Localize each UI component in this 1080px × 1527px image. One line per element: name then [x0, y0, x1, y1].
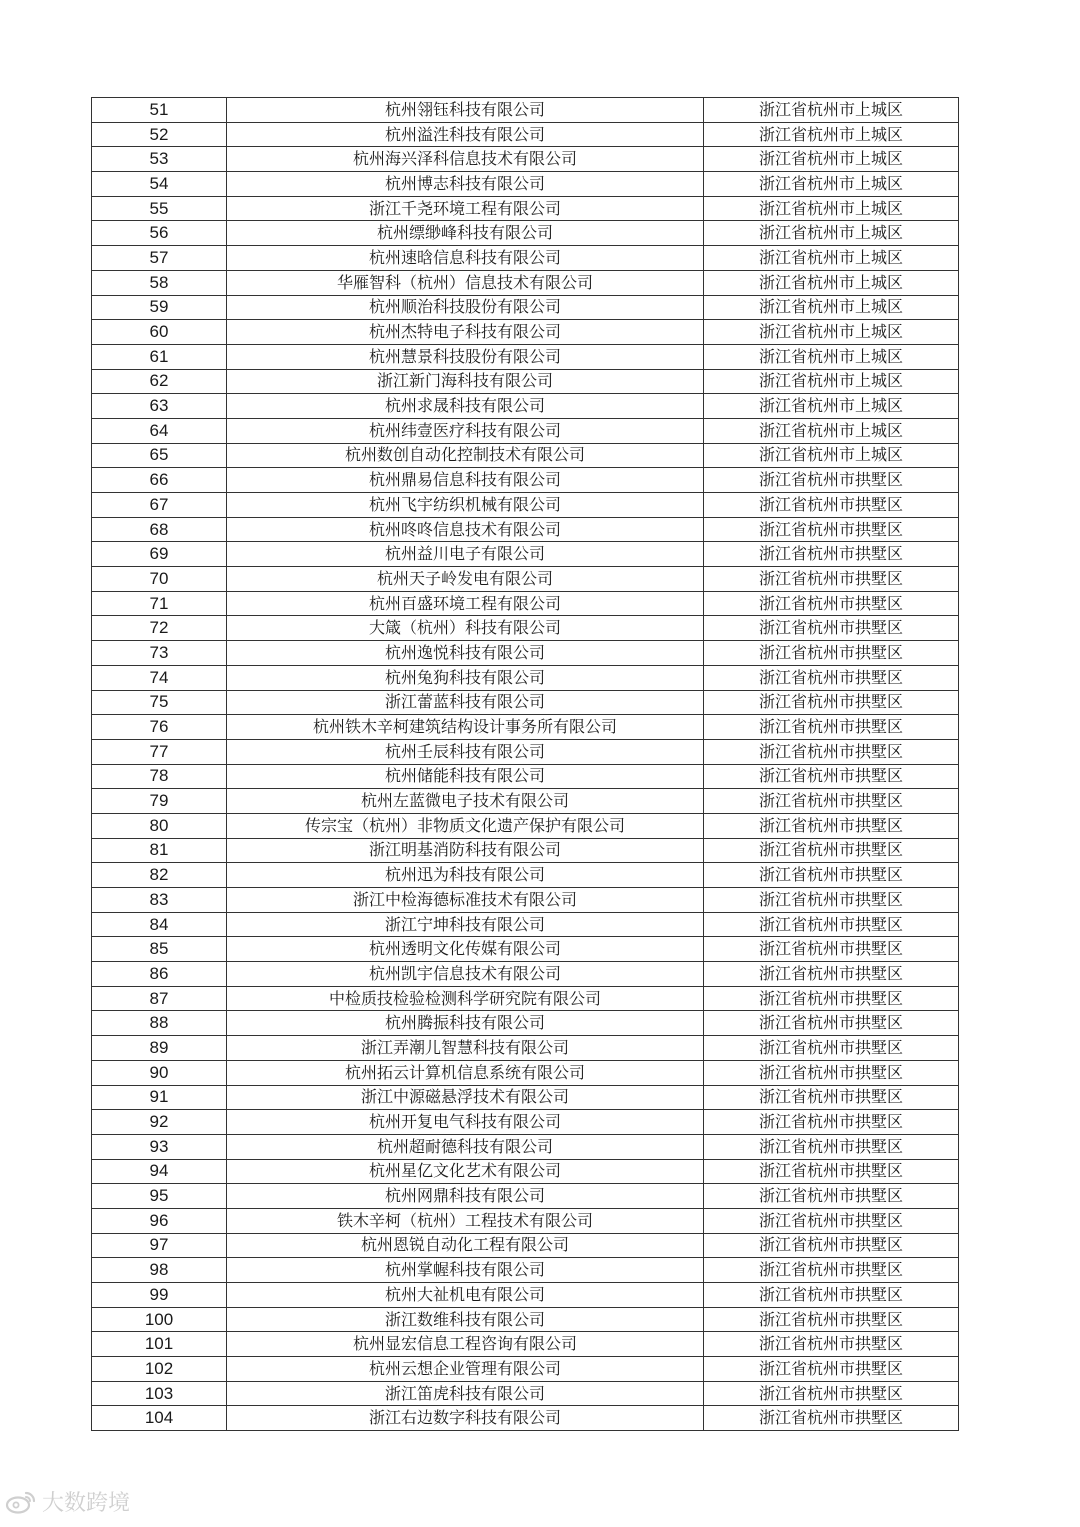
row-number: 104	[92, 1406, 227, 1431]
table-row	[92, 1332, 959, 1357]
table-row	[92, 1184, 959, 1209]
company-region: 浙江省杭州市拱墅区	[704, 1381, 959, 1406]
table-row	[92, 369, 959, 394]
company-region: 浙江省杭州市上城区	[704, 418, 959, 443]
table-row	[92, 270, 959, 295]
row-number: 81	[92, 838, 227, 863]
company-name: 杭州速晗信息科技有限公司	[227, 246, 704, 271]
company-name: 杭州益川电子有限公司	[227, 542, 704, 567]
company-region: 浙江省杭州市拱墅区	[704, 616, 959, 641]
company-name: 杭州开复电气科技有限公司	[227, 1110, 704, 1135]
company-region: 浙江省杭州市上城区	[704, 147, 959, 172]
table-row	[92, 344, 959, 369]
company-name: 杭州迅为科技有限公司	[227, 863, 704, 888]
company-region: 浙江省杭州市上城区	[704, 394, 959, 419]
table-row	[92, 1159, 959, 1184]
table-row	[92, 394, 959, 419]
row-number: 82	[92, 863, 227, 888]
company-region: 浙江省杭州市上城区	[704, 369, 959, 394]
table-row	[92, 739, 959, 764]
table-row	[92, 246, 959, 271]
row-number: 88	[92, 1011, 227, 1036]
table-body	[92, 98, 959, 1431]
company-region: 浙江省杭州市上城区	[704, 98, 959, 123]
company-region: 浙江省杭州市拱墅区	[704, 591, 959, 616]
table-row	[92, 196, 959, 221]
row-number: 79	[92, 789, 227, 814]
company-region: 浙江省杭州市拱墅区	[704, 1060, 959, 1085]
company-region: 浙江省杭州市上城区	[704, 122, 959, 147]
company-region: 浙江省杭州市拱墅区	[704, 1283, 959, 1308]
company-name: 浙江千尧环境工程有限公司	[227, 196, 704, 221]
row-number: 101	[92, 1332, 227, 1357]
row-number: 90	[92, 1060, 227, 1085]
company-region: 浙江省杭州市拱墅区	[704, 912, 959, 937]
row-number: 55	[92, 196, 227, 221]
row-number: 52	[92, 122, 227, 147]
company-region: 浙江省杭州市拱墅区	[704, 1085, 959, 1110]
row-number: 73	[92, 641, 227, 666]
table-row	[92, 690, 959, 715]
row-number: 84	[92, 912, 227, 937]
row-number: 100	[92, 1307, 227, 1332]
row-number: 86	[92, 962, 227, 987]
table-row	[92, 764, 959, 789]
table-row	[92, 418, 959, 443]
company-region: 浙江省杭州市拱墅区	[704, 1258, 959, 1283]
company-name: 杭州杰特电子科技有限公司	[227, 320, 704, 345]
watermark-text: 大数跨境	[42, 1491, 131, 1516]
table-row	[92, 468, 959, 493]
company-name: 杭州大祉机电有限公司	[227, 1283, 704, 1308]
company-region: 浙江省杭州市拱墅区	[704, 1307, 959, 1332]
company-name: 杭州顺治科技股份有限公司	[227, 295, 704, 320]
table-row	[92, 616, 959, 641]
row-number: 89	[92, 1036, 227, 1061]
company-name: 杭州慧景科技股份有限公司	[227, 344, 704, 369]
table-row	[92, 888, 959, 913]
table-row	[92, 789, 959, 814]
table-row	[92, 912, 959, 937]
table-row	[92, 1283, 959, 1308]
table-row	[92, 517, 959, 542]
table-row	[92, 493, 959, 518]
table-row	[92, 1110, 959, 1135]
company-region: 浙江省杭州市上城区	[704, 196, 959, 221]
company-name: 浙江蕾蓝科技有限公司	[227, 690, 704, 715]
table-row	[92, 715, 959, 740]
row-number: 87	[92, 986, 227, 1011]
weibo-logo-icon	[4, 1489, 38, 1515]
table-row	[92, 1258, 959, 1283]
company-name: 中检质技检验检测科学研究院有限公司	[227, 986, 704, 1011]
row-number: 97	[92, 1233, 227, 1258]
row-number: 74	[92, 665, 227, 690]
company-name: 浙江弄潮儿智慧科技有限公司	[227, 1036, 704, 1061]
company-name: 杭州溢泩科技有限公司	[227, 122, 704, 147]
company-name: 杭州百盛环境工程有限公司	[227, 591, 704, 616]
company-name: 杭州显宏信息工程咨询有限公司	[227, 1332, 704, 1357]
company-region: 浙江省杭州市拱墅区	[704, 493, 959, 518]
company-region: 浙江省杭州市拱墅区	[704, 567, 959, 592]
company-region: 浙江省杭州市上城区	[704, 246, 959, 271]
table-row	[92, 838, 959, 863]
company-name: 杭州超耐德科技有限公司	[227, 1134, 704, 1159]
row-number: 75	[92, 690, 227, 715]
company-name: 杭州海兴泽科信息技术有限公司	[227, 147, 704, 172]
row-number: 68	[92, 517, 227, 542]
company-name: 杭州凯宇信息技术有限公司	[227, 962, 704, 987]
company-name: 浙江中检海德标准技术有限公司	[227, 888, 704, 913]
company-region: 浙江省杭州市拱墅区	[704, 690, 959, 715]
row-number: 57	[92, 246, 227, 271]
company-region: 浙江省杭州市拱墅区	[704, 1357, 959, 1382]
table-row	[92, 813, 959, 838]
row-number: 78	[92, 764, 227, 789]
table-row	[92, 591, 959, 616]
company-region: 浙江省杭州市拱墅区	[704, 1332, 959, 1357]
row-number: 103	[92, 1381, 227, 1406]
company-region: 浙江省杭州市拱墅区	[704, 468, 959, 493]
row-number: 56	[92, 221, 227, 246]
company-region: 浙江省杭州市拱墅区	[704, 739, 959, 764]
row-number: 91	[92, 1085, 227, 1110]
table-row	[92, 1011, 959, 1036]
row-number: 85	[92, 937, 227, 962]
company-region: 浙江省杭州市拱墅区	[704, 641, 959, 666]
company-region: 浙江省杭州市拱墅区	[704, 1110, 959, 1135]
row-number: 63	[92, 394, 227, 419]
table-row	[92, 1060, 959, 1085]
row-number: 70	[92, 567, 227, 592]
company-name: 杭州鼎易信息科技有限公司	[227, 468, 704, 493]
company-region: 浙江省杭州市拱墅区	[704, 517, 959, 542]
row-number: 58	[92, 270, 227, 295]
table-row	[92, 937, 959, 962]
row-number: 80	[92, 813, 227, 838]
row-number: 61	[92, 344, 227, 369]
row-number: 59	[92, 295, 227, 320]
table-row	[92, 1085, 959, 1110]
table-row	[92, 1381, 959, 1406]
company-name: 杭州恩锐自动化工程有限公司	[227, 1233, 704, 1258]
table-row	[92, 542, 959, 567]
company-region: 浙江省杭州市拱墅区	[704, 764, 959, 789]
table-row	[92, 1036, 959, 1061]
table-row	[92, 122, 959, 147]
row-number: 96	[92, 1208, 227, 1233]
company-name: 杭州飞宇纺织机械有限公司	[227, 493, 704, 518]
table-row	[92, 986, 959, 1011]
company-region: 浙江省杭州市拱墅区	[704, 665, 959, 690]
table-row	[92, 863, 959, 888]
watermark	[4, 1486, 130, 1517]
table-row	[92, 1406, 959, 1431]
company-region: 浙江省杭州市上城区	[704, 270, 959, 295]
company-name: 杭州逸悦科技有限公司	[227, 641, 704, 666]
company-list-table	[91, 97, 959, 1431]
company-region: 浙江省杭州市拱墅区	[704, 1159, 959, 1184]
company-region: 浙江省杭州市拱墅区	[704, 962, 959, 987]
company-name: 杭州数创自动化控制技术有限公司	[227, 443, 704, 468]
company-region: 浙江省杭州市拱墅区	[704, 1208, 959, 1233]
company-name: 杭州博志科技有限公司	[227, 172, 704, 197]
row-number: 72	[92, 616, 227, 641]
company-name: 杭州翎钰科技有限公司	[227, 98, 704, 123]
company-region: 浙江省杭州市上城区	[704, 295, 959, 320]
table-row	[92, 1357, 959, 1382]
company-name: 杭州云想企业管理有限公司	[227, 1357, 704, 1382]
company-name: 浙江新门海科技有限公司	[227, 369, 704, 394]
row-number: 64	[92, 418, 227, 443]
company-name: 浙江右边数字科技有限公司	[227, 1406, 704, 1431]
company-name: 杭州兔狗科技有限公司	[227, 665, 704, 690]
row-number: 94	[92, 1159, 227, 1184]
row-number: 53	[92, 147, 227, 172]
table-row	[92, 641, 959, 666]
row-number: 66	[92, 468, 227, 493]
table-row	[92, 567, 959, 592]
company-name: 浙江明基消防科技有限公司	[227, 838, 704, 863]
company-name: 杭州缥缈峰科技有限公司	[227, 221, 704, 246]
table-row	[92, 443, 959, 468]
row-number: 67	[92, 493, 227, 518]
row-number: 71	[92, 591, 227, 616]
table-row	[92, 962, 959, 987]
row-number: 102	[92, 1357, 227, 1382]
company-name: 杭州咚咚信息技术有限公司	[227, 517, 704, 542]
row-number: 83	[92, 888, 227, 913]
row-number: 99	[92, 1283, 227, 1308]
table-row	[92, 320, 959, 345]
company-region: 浙江省杭州市拱墅区	[704, 789, 959, 814]
company-name: 杭州储能科技有限公司	[227, 764, 704, 789]
company-name: 铁木辛柯（杭州）工程技术有限公司	[227, 1208, 704, 1233]
row-number: 92	[92, 1110, 227, 1135]
company-name: 杭州透明文化传媒有限公司	[227, 937, 704, 962]
row-number: 62	[92, 369, 227, 394]
row-number: 65	[92, 443, 227, 468]
company-name: 杭州铁木辛柯建筑结构设计事务所有限公司	[227, 715, 704, 740]
table-row	[92, 295, 959, 320]
company-name: 浙江笛虎科技有限公司	[227, 1381, 704, 1406]
table-row	[92, 1134, 959, 1159]
company-region: 浙江省杭州市上城区	[704, 344, 959, 369]
company-region: 浙江省杭州市拱墅区	[704, 715, 959, 740]
row-number: 54	[92, 172, 227, 197]
company-region: 浙江省杭州市拱墅区	[704, 1134, 959, 1159]
row-number: 77	[92, 739, 227, 764]
row-number: 69	[92, 542, 227, 567]
company-region: 浙江省杭州市拱墅区	[704, 1406, 959, 1431]
table-row	[92, 221, 959, 246]
company-name: 传宗宝（杭州）非物质文化遗产保护有限公司	[227, 813, 704, 838]
company-name: 杭州拓云计算机信息系统有限公司	[227, 1060, 704, 1085]
company-name: 浙江数维科技有限公司	[227, 1307, 704, 1332]
row-number: 93	[92, 1134, 227, 1159]
company-name: 杭州纬壹医疗科技有限公司	[227, 418, 704, 443]
company-name: 杭州天子岭发电有限公司	[227, 567, 704, 592]
company-name: 杭州掌幄科技有限公司	[227, 1258, 704, 1283]
table-row	[92, 1307, 959, 1332]
company-name: 杭州壬辰科技有限公司	[227, 739, 704, 764]
row-number: 51	[92, 98, 227, 123]
company-name: 杭州腾振科技有限公司	[227, 1011, 704, 1036]
company-region: 浙江省杭州市拱墅区	[704, 1011, 959, 1036]
row-number: 95	[92, 1184, 227, 1209]
company-name: 杭州星亿文化艺术有限公司	[227, 1159, 704, 1184]
table-row	[92, 172, 959, 197]
company-name: 浙江宁坤科技有限公司	[227, 912, 704, 937]
company-region: 浙江省杭州市拱墅区	[704, 542, 959, 567]
row-number: 60	[92, 320, 227, 345]
company-name: 华雁智科（杭州）信息技术有限公司	[227, 270, 704, 295]
table-row	[92, 665, 959, 690]
row-number: 98	[92, 1258, 227, 1283]
table-row	[92, 1208, 959, 1233]
company-region: 浙江省杭州市拱墅区	[704, 888, 959, 913]
company-region: 浙江省杭州市拱墅区	[704, 1233, 959, 1258]
table-row	[92, 98, 959, 123]
row-number: 76	[92, 715, 227, 740]
company-name: 杭州网鼎科技有限公司	[227, 1184, 704, 1209]
company-region: 浙江省杭州市拱墅区	[704, 863, 959, 888]
company-name: 浙江中源磁悬浮技术有限公司	[227, 1085, 704, 1110]
company-name: 杭州求晟科技有限公司	[227, 394, 704, 419]
company-region: 浙江省杭州市拱墅区	[704, 986, 959, 1011]
company-name: 大箴（杭州）科技有限公司	[227, 616, 704, 641]
company-region: 浙江省杭州市拱墅区	[704, 937, 959, 962]
company-region: 浙江省杭州市上城区	[704, 320, 959, 345]
table-row	[92, 147, 959, 172]
company-name: 杭州左蓝微电子技术有限公司	[227, 789, 704, 814]
company-region: 浙江省杭州市拱墅区	[704, 1184, 959, 1209]
company-region: 浙江省杭州市拱墅区	[704, 838, 959, 863]
table-row	[92, 1233, 959, 1258]
company-region: 浙江省杭州市上城区	[704, 443, 959, 468]
company-region: 浙江省杭州市上城区	[704, 221, 959, 246]
company-region: 浙江省杭州市拱墅区	[704, 1036, 959, 1061]
company-region: 浙江省杭州市上城区	[704, 172, 959, 197]
company-region: 浙江省杭州市拱墅区	[704, 813, 959, 838]
